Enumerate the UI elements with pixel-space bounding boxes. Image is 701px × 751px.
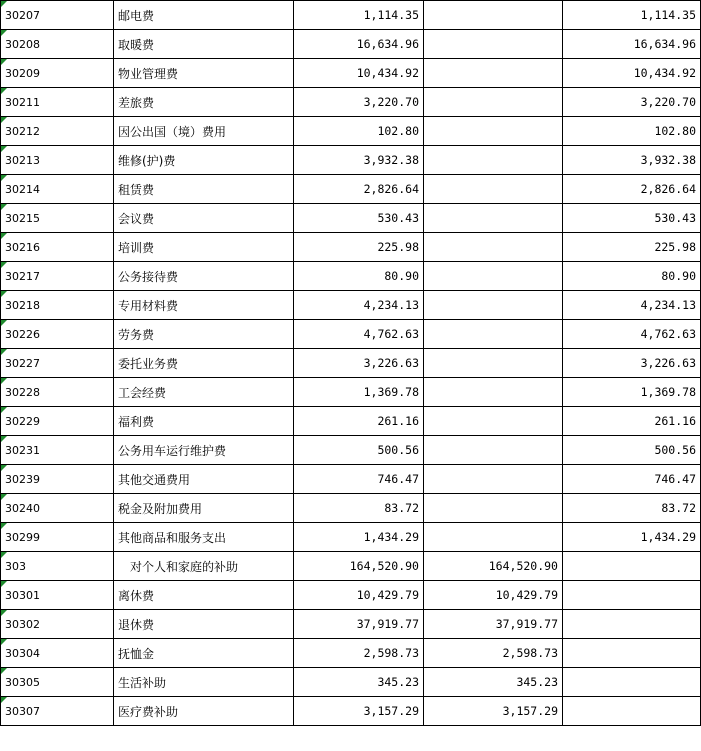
table-row xyxy=(1,30,701,59)
table-row xyxy=(1,204,701,233)
cell-code-text: 30209 xyxy=(5,66,40,80)
cell-basic[interactable]: 37,919.77 xyxy=(424,610,563,639)
cell-total[interactable]: 4,234.13 xyxy=(294,291,424,320)
cell-code-text: 30217 xyxy=(5,269,40,283)
cell-code-text: 30307 xyxy=(5,704,40,718)
cell-name[interactable]: 其他交通费用 xyxy=(114,465,294,494)
cell-basic[interactable] xyxy=(424,59,563,88)
cell-total[interactable]: 1,114.35 xyxy=(294,1,424,30)
cell-basic[interactable] xyxy=(424,262,563,291)
cell-comment-marker-icon xyxy=(1,378,7,384)
cell-code-text: 30216 xyxy=(5,240,40,254)
cell-name[interactable]: 医疗费补助 xyxy=(114,697,294,726)
cell-project[interactable]: 16,634.96 xyxy=(563,30,701,59)
cell-name[interactable]: 租赁费 xyxy=(114,175,294,204)
table-row xyxy=(1,1,701,30)
cell-total[interactable]: 16,634.96 xyxy=(294,30,424,59)
cell-name[interactable]: 公务接待费 xyxy=(114,262,294,291)
cell-project[interactable]: 2,826.64 xyxy=(563,175,701,204)
cell-comment-marker-icon xyxy=(1,146,7,152)
cell-total[interactable]: 83.72 xyxy=(294,494,424,523)
cell-code-text: 30239 xyxy=(5,472,40,486)
cell-basic[interactable] xyxy=(424,523,563,552)
table-row xyxy=(1,146,701,175)
cell-code-text: 30212 xyxy=(5,124,40,138)
cell-total[interactable]: 102.80 xyxy=(294,117,424,146)
cell-code[interactable] xyxy=(1,175,114,204)
cell-code-text: 30207 xyxy=(5,8,40,22)
cell-project[interactable]: 1,369.78 xyxy=(563,378,701,407)
cell-name[interactable]: 离休费 xyxy=(114,581,294,610)
cell-basic[interactable] xyxy=(424,378,563,407)
cell-basic[interactable] xyxy=(424,407,563,436)
cell-total[interactable]: 3,220.70 xyxy=(294,88,424,117)
cell-project[interactable]: 4,234.13 xyxy=(563,291,701,320)
cell-comment-marker-icon xyxy=(1,204,7,210)
cell-total[interactable]: 10,434.92 xyxy=(294,59,424,88)
table-row xyxy=(1,291,701,320)
cell-code[interactable] xyxy=(1,88,114,117)
cell-basic[interactable] xyxy=(424,233,563,262)
cell-comment-marker-icon xyxy=(1,552,7,558)
cell-code[interactable] xyxy=(1,291,114,320)
cell-total[interactable]: 746.47 xyxy=(294,465,424,494)
cell-basic[interactable]: 10,429.79 xyxy=(424,581,563,610)
cell-code[interactable] xyxy=(1,320,114,349)
table-row xyxy=(1,668,701,697)
cell-code-text: 30305 xyxy=(5,675,40,689)
cell-code-text: 30228 xyxy=(5,385,40,399)
table-row xyxy=(1,610,701,639)
cell-total[interactable]: 1,369.78 xyxy=(294,378,424,407)
cell-basic[interactable] xyxy=(424,494,563,523)
cell-project[interactable] xyxy=(563,581,701,610)
cell-project[interactable] xyxy=(563,552,701,581)
table-row xyxy=(1,465,701,494)
cell-basic[interactable] xyxy=(424,88,563,117)
cell-code[interactable] xyxy=(1,59,114,88)
cell-code[interactable] xyxy=(1,262,114,291)
cell-code[interactable] xyxy=(1,436,114,465)
cell-comment-marker-icon xyxy=(1,59,7,65)
table-row xyxy=(1,175,701,204)
cell-code-text: 30211 xyxy=(5,95,40,109)
cell-code[interactable] xyxy=(1,697,114,726)
cell-code-text: 30301 xyxy=(5,588,40,602)
cell-project[interactable]: 1,114.35 xyxy=(563,1,701,30)
cell-basic[interactable] xyxy=(424,117,563,146)
cell-code[interactable] xyxy=(1,639,114,668)
cell-comment-marker-icon xyxy=(1,465,7,471)
cell-name[interactable]: 维修(护)费 xyxy=(114,146,294,175)
cell-name[interactable]: 劳务费 xyxy=(114,320,294,349)
cell-comment-marker-icon xyxy=(1,697,7,703)
cell-code[interactable] xyxy=(1,204,114,233)
cell-code[interactable] xyxy=(1,117,114,146)
cell-code[interactable] xyxy=(1,30,114,59)
cell-comment-marker-icon xyxy=(1,407,7,413)
cell-code-text: 30229 xyxy=(5,414,40,428)
cell-name[interactable]: 因公出国（境）费用 xyxy=(114,117,294,146)
cell-name[interactable]: 会议费 xyxy=(114,204,294,233)
cell-name[interactable]: 物业管理费 xyxy=(114,59,294,88)
cell-code[interactable] xyxy=(1,668,114,697)
table-row xyxy=(1,407,701,436)
cell-name[interactable]: 专用材料费 xyxy=(114,291,294,320)
cell-total[interactable]: 37,919.77 xyxy=(294,610,424,639)
cell-name[interactable]: 税金及附加费用 xyxy=(114,494,294,523)
table-row xyxy=(1,639,701,668)
cell-project[interactable]: 3,932.38 xyxy=(563,146,701,175)
cell-code-text: 30213 xyxy=(5,153,40,167)
cell-comment-marker-icon xyxy=(1,291,7,297)
cell-comment-marker-icon xyxy=(1,668,7,674)
cell-code-text: 30227 xyxy=(5,356,40,370)
cell-name[interactable]: 对个人和家庭的补助 xyxy=(114,552,294,581)
cell-code[interactable] xyxy=(1,407,114,436)
cell-code-text: 30208 xyxy=(5,37,40,51)
cell-code-text: 303 xyxy=(5,559,26,573)
cell-code-text: 30299 xyxy=(5,530,40,544)
cell-total[interactable]: 345.23 xyxy=(294,668,424,697)
cell-basic[interactable]: 345.23 xyxy=(424,668,563,697)
cell-code-text: 30218 xyxy=(5,298,40,312)
cell-project[interactable] xyxy=(563,697,701,726)
cell-code[interactable] xyxy=(1,146,114,175)
cell-comment-marker-icon xyxy=(1,233,7,239)
cell-name[interactable]: 委托业务费 xyxy=(114,349,294,378)
cell-code-text: 30231 xyxy=(5,443,40,457)
cell-comment-marker-icon xyxy=(1,320,7,326)
cell-comment-marker-icon xyxy=(1,117,7,123)
cell-project[interactable]: 1,434.29 xyxy=(563,523,701,552)
table-body xyxy=(1,1,701,726)
cell-project[interactable]: 500.56 xyxy=(563,436,701,465)
cell-code[interactable] xyxy=(1,378,114,407)
cell-project[interactable]: 10,434.92 xyxy=(563,59,701,88)
table-row xyxy=(1,523,701,552)
table-row xyxy=(1,320,701,349)
cell-comment-marker-icon xyxy=(1,581,7,587)
cell-comment-marker-icon xyxy=(1,610,7,616)
cell-basic[interactable]: 3,157.29 xyxy=(424,697,563,726)
cell-code[interactable] xyxy=(1,465,114,494)
cell-project[interactable]: 530.43 xyxy=(563,204,701,233)
cell-basic[interactable] xyxy=(424,1,563,30)
cell-name[interactable]: 生活补助 xyxy=(114,668,294,697)
cell-code[interactable] xyxy=(1,610,114,639)
cell-code-text: 30214 xyxy=(5,182,40,196)
cell-comment-marker-icon xyxy=(1,88,7,94)
table-row xyxy=(1,117,701,146)
cell-name[interactable]: 取暖费 xyxy=(114,30,294,59)
cell-total[interactable]: 80.90 xyxy=(294,262,424,291)
cell-project[interactable]: 261.16 xyxy=(563,407,701,436)
cell-total[interactable]: 500.56 xyxy=(294,436,424,465)
table-row xyxy=(1,233,701,262)
cell-code-text: 30226 xyxy=(5,327,40,341)
cell-comment-marker-icon xyxy=(1,175,7,181)
cell-basic[interactable] xyxy=(424,320,563,349)
cell-project[interactable] xyxy=(563,610,701,639)
table-row xyxy=(1,262,701,291)
cell-total[interactable]: 261.16 xyxy=(294,407,424,436)
table-row xyxy=(1,378,701,407)
table-row xyxy=(1,436,701,465)
cell-total[interactable]: 3,226.63 xyxy=(294,349,424,378)
table-row xyxy=(1,581,701,610)
cell-project[interactable] xyxy=(563,668,701,697)
cell-project[interactable]: 102.80 xyxy=(563,117,701,146)
cell-basic[interactable] xyxy=(424,291,563,320)
cell-comment-marker-icon xyxy=(1,349,7,355)
cell-code-text: 30304 xyxy=(5,646,40,660)
cell-basic[interactable] xyxy=(424,465,563,494)
cell-code-text: 30240 xyxy=(5,501,40,515)
cell-name[interactable]: 抚恤金 xyxy=(114,639,294,668)
cell-total[interactable]: 1,434.29 xyxy=(294,523,424,552)
cell-total[interactable]: 530.43 xyxy=(294,204,424,233)
cell-project[interactable]: 746.47 xyxy=(563,465,701,494)
table-row xyxy=(1,552,701,581)
table-row xyxy=(1,88,701,117)
cell-basic[interactable] xyxy=(424,436,563,465)
cell-comment-marker-icon xyxy=(1,30,7,36)
cell-comment-marker-icon xyxy=(1,494,7,500)
cell-project[interactable]: 3,226.63 xyxy=(563,349,701,378)
cell-project[interactable]: 83.72 xyxy=(563,494,701,523)
cell-project[interactable]: 225.98 xyxy=(563,233,701,262)
cell-total[interactable]: 3,932.38 xyxy=(294,146,424,175)
cell-code[interactable] xyxy=(1,1,114,30)
table-row xyxy=(1,349,701,378)
cell-name[interactable]: 工会经费 xyxy=(114,378,294,407)
cell-code[interactable] xyxy=(1,349,114,378)
cell-basic[interactable] xyxy=(424,30,563,59)
cell-name[interactable]: 其他商品和服务支出 xyxy=(114,523,294,552)
cell-code[interactable] xyxy=(1,523,114,552)
cell-basic[interactable] xyxy=(424,175,563,204)
cell-name[interactable]: 公务用车运行维护费 xyxy=(114,436,294,465)
cell-code[interactable] xyxy=(1,581,114,610)
cell-project[interactable] xyxy=(563,639,701,668)
table-row xyxy=(1,697,701,726)
cell-total[interactable]: 225.98 xyxy=(294,233,424,262)
cell-project[interactable]: 80.90 xyxy=(563,262,701,291)
cell-name[interactable]: 差旅费 xyxy=(114,88,294,117)
cell-comment-marker-icon xyxy=(1,523,7,529)
cell-name[interactable]: 退休费 xyxy=(114,610,294,639)
cell-project[interactable]: 4,762.63 xyxy=(563,320,701,349)
cell-code[interactable] xyxy=(1,233,114,262)
cell-basic[interactable]: 164,520.90 xyxy=(424,552,563,581)
cell-total[interactable]: 4,762.63 xyxy=(294,320,424,349)
table-row xyxy=(1,59,701,88)
cell-total[interactable]: 10,429.79 xyxy=(294,581,424,610)
cell-basic[interactable] xyxy=(424,204,563,233)
cell-total[interactable]: 2,598.73 xyxy=(294,639,424,668)
cell-comment-marker-icon xyxy=(1,262,7,268)
cell-basic[interactable] xyxy=(424,146,563,175)
cell-name[interactable]: 福利费 xyxy=(114,407,294,436)
table-row xyxy=(1,494,701,523)
cell-code[interactable] xyxy=(1,494,114,523)
cell-code[interactable] xyxy=(1,552,114,581)
cell-total[interactable]: 164,520.90 xyxy=(294,552,424,581)
cell-comment-marker-icon xyxy=(1,1,7,7)
cell-total[interactable]: 2,826.64 xyxy=(294,175,424,204)
cell-code-text: 30215 xyxy=(5,211,40,225)
cell-name[interactable]: 邮电费 xyxy=(114,1,294,30)
cell-basic[interactable] xyxy=(424,349,563,378)
cell-code-text: 30302 xyxy=(5,617,40,631)
cell-name[interactable]: 培训费 xyxy=(114,233,294,262)
cell-total[interactable]: 3,157.29 xyxy=(294,697,424,726)
cell-project[interactable]: 3,220.70 xyxy=(563,88,701,117)
cell-basic[interactable]: 2,598.73 xyxy=(424,639,563,668)
cell-comment-marker-icon xyxy=(1,639,7,645)
cell-comment-marker-icon xyxy=(1,436,7,442)
